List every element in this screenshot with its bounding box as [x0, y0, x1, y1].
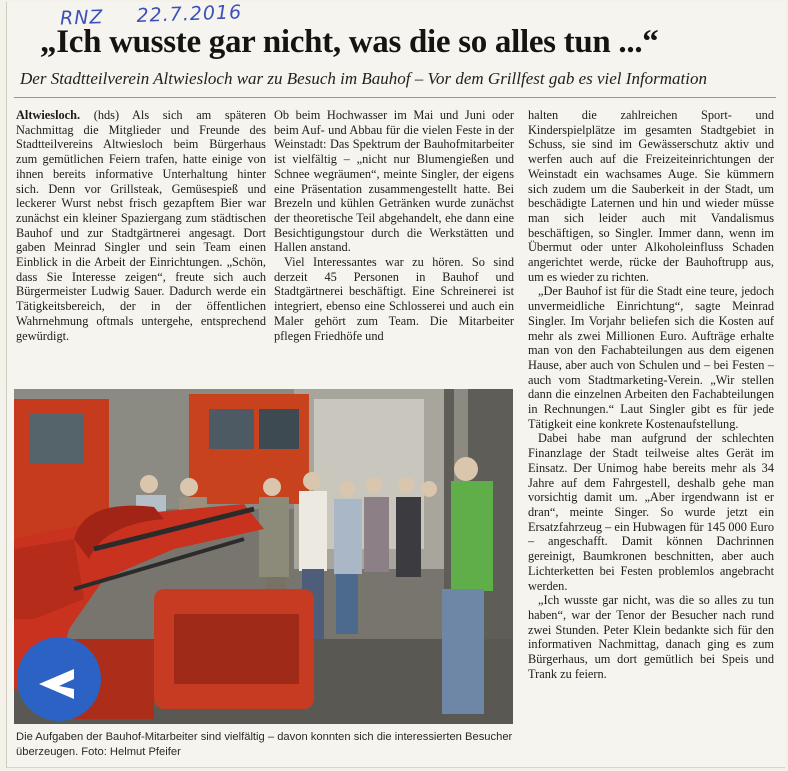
- dateline: Altwiesloch.: [16, 108, 81, 122]
- paragraph-text: (hds) Als sich am späteren Nachmittag die Mitglieder und Freunde des Stadtteilvereins Altwiesloch beim Bürgerhaus zum gemütlichen Feiern trafen, hatte einige von ihnen bereits informative Unterhaltung hinter sich. Denn vor Grillsteak, Gemüsespieß und leckerer Wurst nebst frisch gezapftem Bier war zunächst ein kleiner Spaziergang zum städtischen Bauhof und zur Stadtgärtnerei angesagt. Dort gaben Meinrad Singler und sein Team einen Einblick in die Arbeit der Einrichtungen. „Schön, dass Sie Interesse zeigen“, freute sich auch Bürgermeister Ludwig Sauer. Dadurch werde ein Tätigkeitsbereich, der in der öffentlichen Wahrnehmung oftmals untergehe, entsprechend gewürdigt.: [16, 108, 266, 343]
- article-headline: „Ich wusste gar nicht, was die so alles tun ...“: [40, 24, 659, 60]
- article-column-1: [16, 108, 266, 383]
- article-photo: [14, 389, 513, 724]
- paragraph: Dabei habe man aufgrund der schlechten Finanzlage der Stadt teilweise altes Gerät im Einsatz. Der Unimog habe bereits mehr als 34 Jahre auf dem Fahrgestell, deshalb gehe man vorsichtig damit um. „Aber irgendwann ist er dran“, meinte Singer. So wurde jetzt ein Ersatzfahrzeug – ein Hubwagen für 145 000 Euro – angeschafft. Damit können Dachrinnen gereinigt, Baumkronen beschnitten, aber auch Lichterketten bei Festen problemlos angebracht werden.: [528, 431, 774, 593]
- paragraph: Ob beim Hochwasser im Mai und Juni oder beim Auf- und Abbau für die vielen Feste in der Weinstadt: Das Spektrum der Bauhofmitarbeiter ist vielfältig – „nicht nur Blumengießen und Schnee wegräumen“, meinte Singler, der eigens eine Präsentation zusammengestellt hatte. Bei Brezeln und kühlen Getränken wurde zunächst der theoretische Teil abgehandelt, ehe dann eine Besichtigungstour durch die Werkstätten und Hallen anstand.: [274, 108, 514, 255]
- paragraph: [16, 108, 266, 343]
- paragraph: halten die zahlreichen Sport- und Kinderspielplätze im gesamten Stadtgebiet in Schuss, sie sind im Gewässerschutz aktiv und werfen auch auf die Freizeiteinrichtungen der Weinstadt ein wachsames Auge. Sie kümmern sich zudem um die Sauberkeit in der Stadt, um beschädigte Laternen und hin und wieder müsse man sich leider auch mit Vandalismus beschäftigen, so Singler. Immer dann, wenn im Übermut oder unter Alkoholeinfluss Schaden angerichtet werde, rücke der Bauhoftrupp aus, um es wieder zu richten.: [528, 108, 774, 284]
- paragraph: „Der Bauhof ist für die Stadt eine teure, jedoch unvermeidliche Einrichtung“, sagte Meinrad Singler. Im Vorjahr beliefen sich die Kosten auf mehr als zwei Millionen Euro. Aufträge erhalte man von den Fachabteilungen aus dem eigenen Hause, aber auch von Schulen und – bei Festen – auch vom Stadtmarketing-Verein. „Wir stellen dann die einzelnen Arbeiten den Fachabteilungen in Rechnungen.“ Laut Singler gibt es für jede Tätigkeit eine konkrete Kostenaufstellung.: [528, 284, 774, 431]
- photo-caption: Die Aufgaben der Bauhof-Mitarbeiter sind vielfältig – davon konnten sich die interessierten Besucher überzeugen. Foto: Helmut Pfeifer: [16, 731, 513, 758]
- handwritten-date: 22.7.2016: [136, 1, 243, 27]
- header-rule: [14, 97, 776, 98]
- article-column-2: [274, 108, 514, 383]
- handwritten-source: RNZ: [59, 6, 104, 30]
- paragraph: Viel Interessantes war zu hören. So sind derzeit 45 Personen in Bauhof und Stadtgärtnerei beschäftigt. Eine Schreinerei ist integriert, ebenso eine Schlosserei und auch ein Maler gehört zum Team. Die Mitarbeiter pflegen Friedhöfe und: [274, 255, 514, 343]
- paragraph: „Ich wusste gar nicht, was die so alles zu tun haben“, war der Tenor der Besucher nach rund zwei Stunden. Peter Klein bedankte sich für den informativen Nachmittag, danach ging es zum Bürgerhaus, um dort gemütlich bei Speis und Trank zu feiern.: [528, 593, 774, 681]
- article-column-3: [528, 108, 774, 760]
- article-subhead: Der Stadtteilverein Altwiesloch war zu Besuch im Bauhof – Vor dem Grillfest gab es viel Information: [20, 69, 708, 88]
